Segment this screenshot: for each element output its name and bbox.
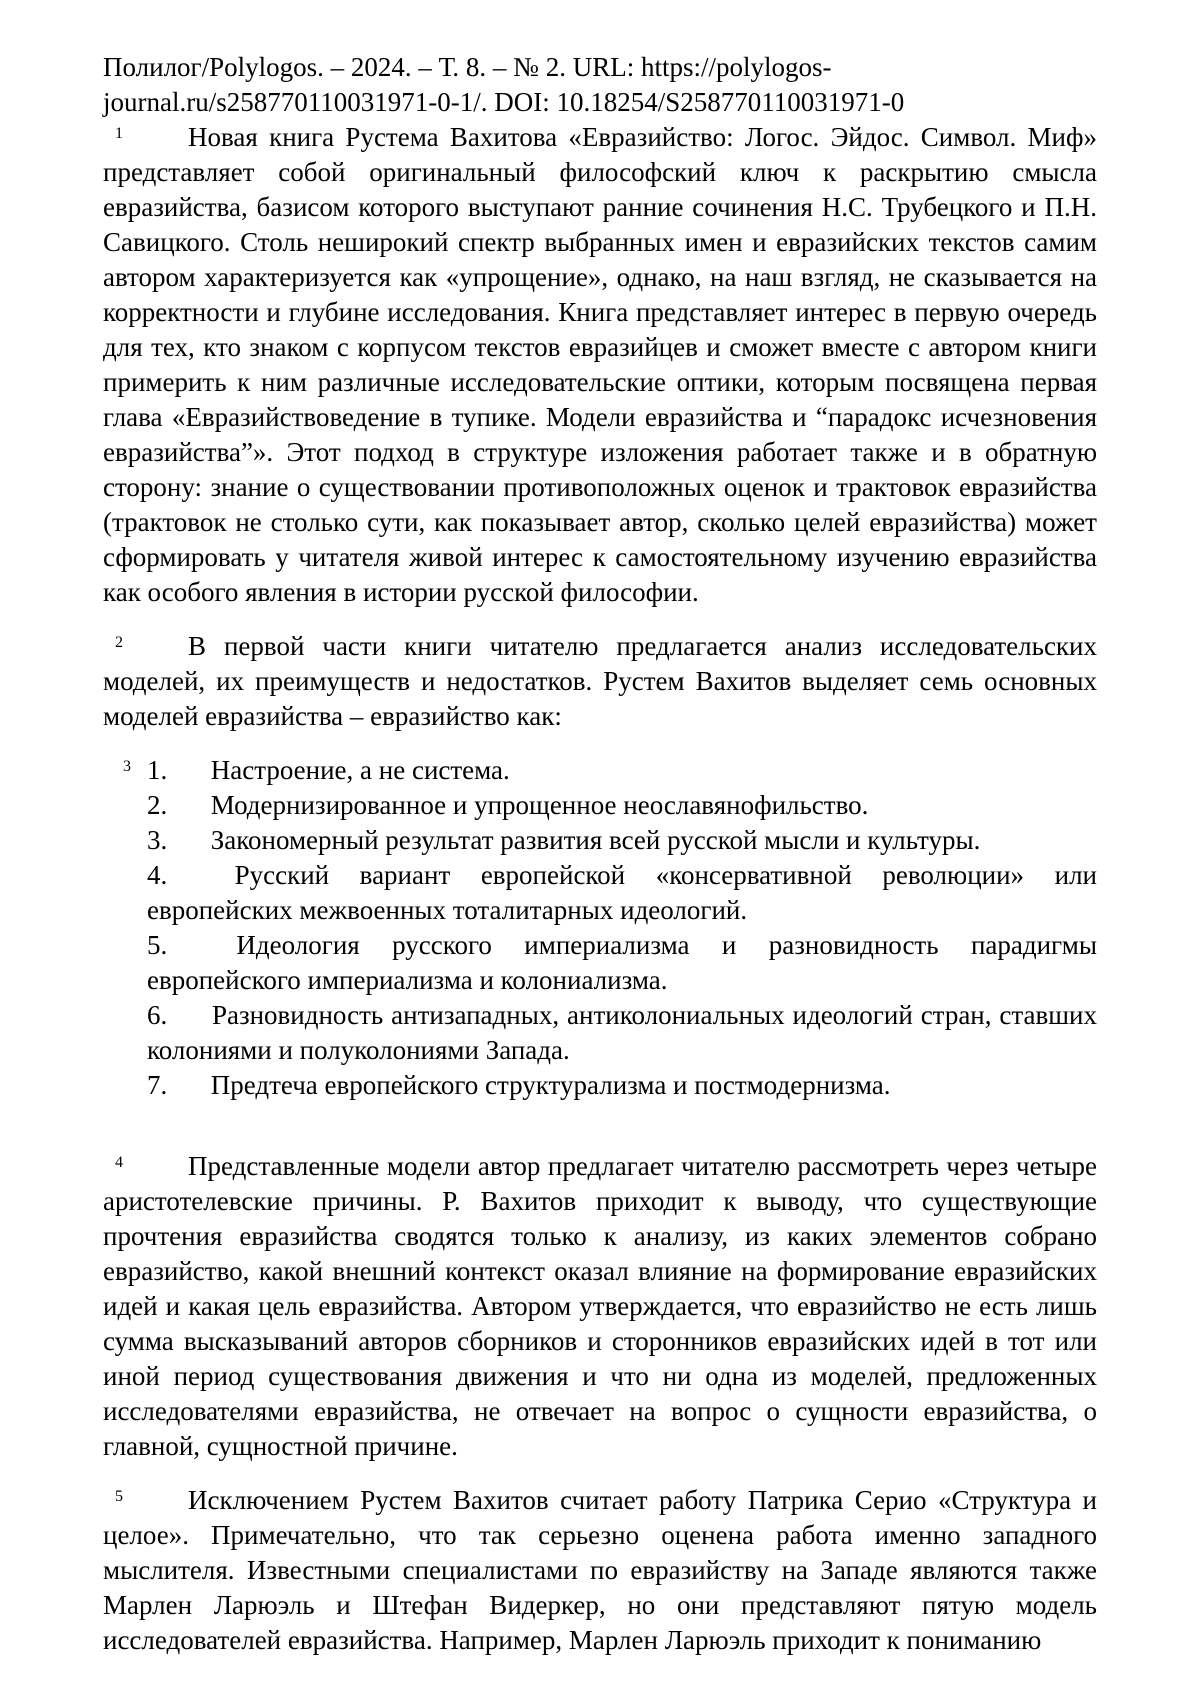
list-item-number: 7.: [147, 1070, 168, 1100]
paragraph-number: 5: [115, 1488, 123, 1505]
paragraph-number: 1: [115, 125, 123, 142]
list-item: [147, 858, 1097, 928]
journal-citation-header: [103, 50, 1097, 120]
list-item: [147, 788, 1097, 823]
paragraph-1: [103, 120, 1097, 610]
list-item-text: Предтеча европейского структурализма и постмодернизма.: [210, 1070, 891, 1100]
list-item-number: 6.: [147, 1000, 168, 1030]
list-item: [147, 998, 1097, 1068]
list-item-text: Русский вариант европейской «консервативной революции» или европейских межвоенных тоталитарных идеологий.: [147, 860, 1097, 925]
paragraph-text: В первой части книги читателю предлагается анализ исследовательских моделей, их преимуществ и недостатков. Рустем Вахитов выделяет семь основных моделей евразийства – евразийство как:: [103, 631, 1097, 731]
paragraph-text: Новая книга Рустема Вахитова «Евразийство: Логос. Эйдос. Символ. Миф» представляет собой оригинальный философский ключ к раскрытию смысла евразийства, базисом которого выступают ранние сочинения Н.С. Трубецкого и П.Н. Савицкого. Столь неширокий спектр выбранных имен и евразийских текстов самим автором характеризуется как «упрощение», однако, на наш взгляд, не сказывается на корректности и глубине исследования. Книга представляет интерес в первую очередь для тех, кто знаком с корпусом текстов евразийцев и сможет вместе с автором книги примерить к ним различные исследовательские оптики, которым посвящена первая глава «Евразийствоведение в тупике. Модели евразийства и “парадокс исчезновения евразийства”». Этот подход в структуре изложения работает также и в обратную сторону: знание о существовании противоположных оценок и трактовок евразийства (трактовок не столько сути, как показывает автор, сколько целей евразийства) может сформировать у читателя живой интерес к самостоятельному изучению евразийства как особого явления в истории русской философии.: [103, 122, 1097, 607]
list-item-number: 5.: [147, 930, 168, 960]
paragraph-2: [103, 629, 1097, 734]
eurasianism-models-list: [103, 753, 1097, 1103]
document-content: [103, 50, 1097, 1658]
list-item-number: 2.: [147, 790, 168, 820]
citation-line-2: journal.ru/s258770110031971-0-1/. DOI: 10.18254/S258770110031971-0: [103, 87, 905, 117]
paragraph-number: 3: [123, 758, 131, 775]
list-item-text: Настроение, а не система.: [210, 755, 510, 785]
list-item: [147, 823, 1097, 858]
list-item-text: Разновидность антизападных, антиколониальных идеологий стран, ставших колониями и полуколониями Запада.: [147, 1000, 1098, 1065]
list-item-text: Закономерный результат развития всей русской мысли и культуры.: [210, 825, 981, 855]
list-item-text: Модернизированное и упрощенное неославянофильство.: [210, 790, 869, 820]
list-item-number: 1.: [147, 755, 168, 785]
list-item-number: 3.: [147, 825, 168, 855]
list-item: [147, 928, 1097, 998]
list-item: [147, 1068, 1097, 1103]
paragraph-number: 4: [115, 1154, 123, 1171]
paragraph-4: [103, 1149, 1097, 1464]
citation-line-1: Полилог/Polylogos. – 2024. – Т. 8. – № 2. URL: https://polylogos-: [103, 52, 832, 82]
list-item-text: Идеология русского империализма и разновидность парадигмы европейского империализма и колониализма.: [147, 930, 1097, 995]
paragraph-number: 2: [115, 634, 123, 651]
paragraph-5: [103, 1483, 1097, 1658]
list-item: [123, 753, 1097, 788]
paragraph-text: Исключением Рустем Вахитов считает работу Патрика Серио «Структура и целое». Примечательно, что так серьезно оценена работа именно западного мыслителя. Известными специалистами по евразийству на Западе являются также Марлен Ларюэль и Штефан Видеркер, но они представляют пятую модель исследователей евразийства. Например, Марлен Ларюэль приходит к пониманию: [103, 1485, 1097, 1655]
list-item-number: 4.: [147, 860, 168, 890]
paragraph-text: Представленные модели автор предлагает читателю рассмотреть через четыре аристотелевские причины. Р. Вахитов приходит к выводу, что существующие прочтения евразийства сводятся только к анализу, из каких элементов собрано евразийство, какой внешний контекст оказал влияние на формирование евразийских идей и какая цель евразийства. Автором утверждается, что евразийство не есть лишь сумма высказываний авторов сборников и сторонников евразийских идей в тот или иной период существования движения и что ни одна из моделей, предложенных исследователями евразийства, не отвечает на вопрос о сущности евразийства, о главной, сущностной причине.: [103, 1151, 1097, 1461]
